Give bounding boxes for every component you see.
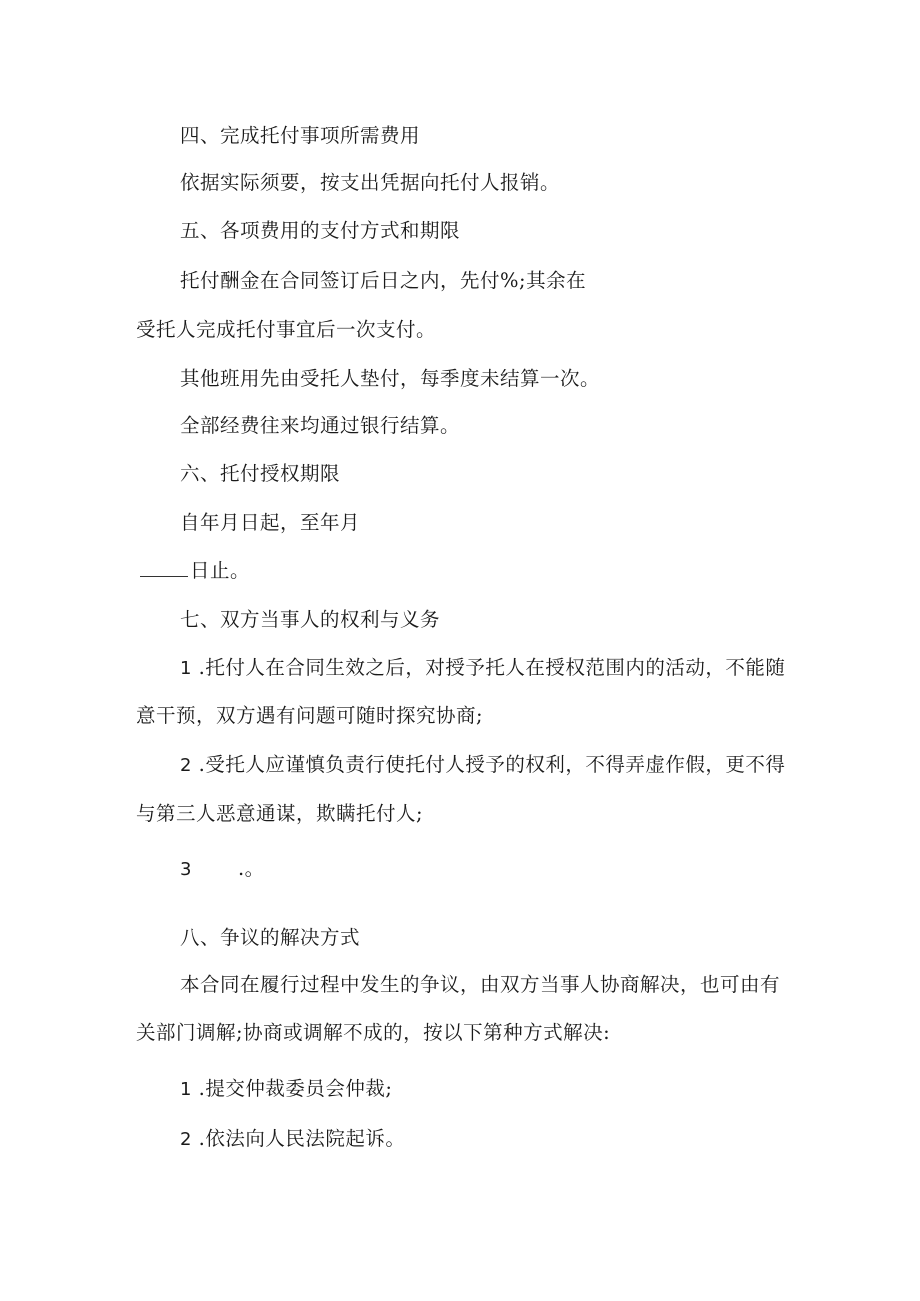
section-4-paragraph: 依据实际须要，按支出凭据向托付人报销。: [180, 171, 561, 194]
item-text: .。: [237, 857, 265, 880]
section-8-item-2: [180, 1126, 405, 1153]
section-8-item-1: [180, 1076, 392, 1103]
item-text: .依法向人民法院起诉。: [198, 1127, 406, 1150]
item-text: .受托人应谨慎负责行使托付人授予的权利，不得弄虚作假，更不得: [198, 753, 786, 776]
section-5-paragraph-4: 全部经费往来均通过银行结算。: [180, 414, 461, 437]
section-7-item-1-line-2: 意干预，双方遇有问题可随时探究协商;: [136, 704, 484, 727]
section-5-paragraph-2: 受托人完成托付事宜后一次支付。: [136, 318, 437, 341]
section-7-item-3: [180, 856, 265, 883]
section-8-paragraph-1: 本合同在履行过程中发生的争议，由双方当事人协商解决，也可由有: [180, 973, 781, 996]
item-number: 3: [180, 859, 192, 880]
section-8-paragraph-2: 关部门调解;协商或调解不成的，按以下第种方式解决:: [136, 1021, 611, 1044]
section-5-paragraph-3: 其他班用先由受托人垫付，每季度未结算一次。: [180, 367, 601, 390]
item-number: 1: [180, 1079, 192, 1100]
section-6-paragraph-1: 自年月日起，至年月: [180, 511, 361, 534]
item-text: .托付人在合同生效之后，对授予托人在授权范围内的活动，不能随: [198, 656, 786, 679]
section-heading-5: 五、各项费用的支付方式和期限: [180, 219, 461, 242]
section-heading-6: 六、托付授权期限: [180, 462, 341, 485]
section-7-item-2-line-2: 与第三人恶意通谋，欺瞒托付人;: [136, 802, 424, 825]
section-7-item-1-line-1: [180, 655, 785, 682]
section-7-item-2-line-1: [180, 752, 785, 779]
section-heading-8: 八、争议的解决方式: [180, 926, 361, 949]
section-5-paragraph-1: 托付酬金在合同签订后日之内，先付%;其余在: [180, 269, 587, 292]
item-number: 2: [180, 755, 192, 776]
fill-in-blank: [140, 558, 188, 577]
item-number: 2: [180, 1129, 192, 1150]
section-heading-4: 四、完成托付事项所需费用: [180, 124, 421, 147]
section-6-paragraph-2: [140, 558, 250, 584]
item-text: .提交仲裁委员会仲裁;: [198, 1077, 393, 1100]
section-heading-7: 七、双方当事人的权利与义务: [180, 608, 441, 631]
section-6-paragraph-2-text: 日止。: [190, 559, 251, 582]
item-number: 1: [180, 658, 192, 679]
